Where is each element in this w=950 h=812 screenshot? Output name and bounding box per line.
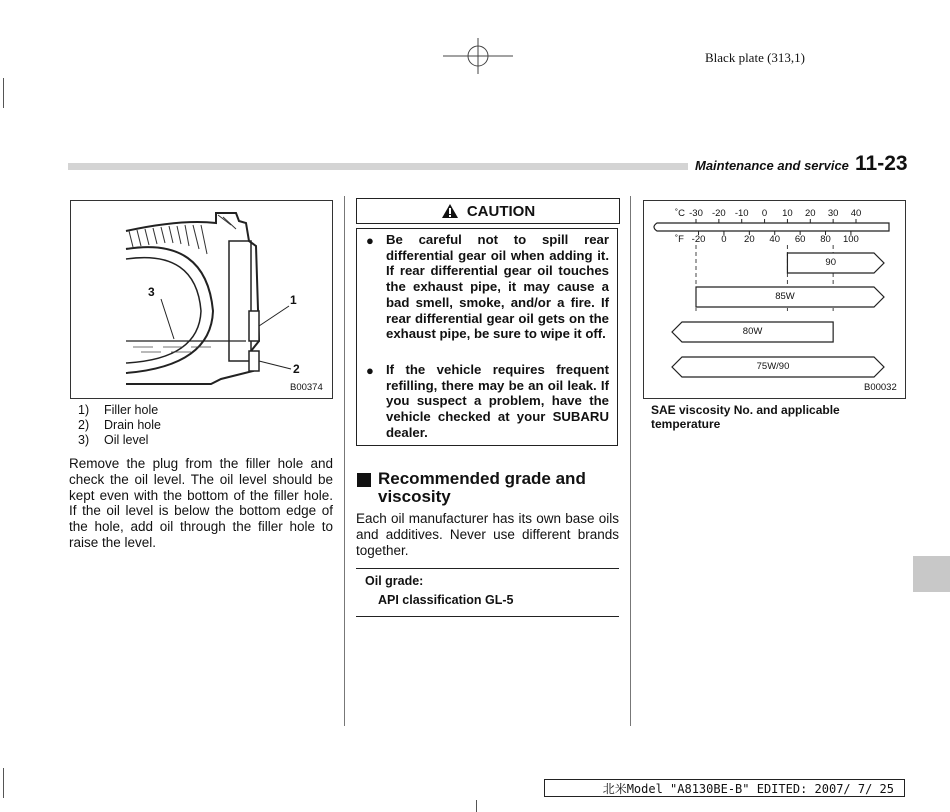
crop-mark-bottom-center [476,800,477,812]
caution-item-1: Be careful not to spill rear differential gear oil when adding it. If rear differential gear oil touches the exhaust pipe, it may cause a bad smell, smoke, and/or a fire. If rear differential gear oil gets on the exhaust pipe, be sure to wipe it off. [386,232,609,342]
legend-num: 3) [78,433,90,447]
celsius-tick-label: -30 [689,208,703,219]
section-heading-line2: viscosity [378,487,451,506]
legend-num: 2) [78,418,90,432]
fahrenheit-tick-label: 100 [842,234,859,245]
viscosity-chart [643,200,906,399]
celsius-tick-label: -10 [734,208,749,219]
celsius-tick-label: 10 [782,208,793,219]
celsius-tick-label: 0 [761,208,768,219]
grade-label: 80W [742,326,763,337]
legend-item [78,433,161,448]
callout-2: 2 [293,362,300,376]
legend-label: Drain hole [104,418,161,432]
warning-icon [441,203,459,219]
figure-legend [78,403,161,448]
section-text: Each oil manufacturer has its own base oils and additives. Never use different brands together. [356,511,619,558]
divider [356,568,619,569]
section-title: Maintenance and service [695,158,849,173]
oil-level-instructions: Remove the plug from the filler hole and check the oil level. The oil level should be kept even with the bottom of the filler hole. If the oil level is below the bottom edge of the hole, add oil through the filler hole to raise the level. [69,456,333,550]
footer-info [544,779,905,797]
callout-1: 1 [290,293,297,307]
grade-label: 75W/90 [756,361,790,372]
caution-item-2: If the vehicle requires frequent refilling, there may be an oil leak. If you suspect a problem, have the vehicle checked at your SUBARU dealer. [386,362,609,440]
celsius-tick-label: -20 [711,208,726,219]
celsius-tick-label: 20 [804,208,816,219]
header-bar [68,163,688,170]
crop-mark-left-top [3,78,4,108]
section-heading [378,470,586,506]
fahrenheit-tick-label: 40 [769,234,780,245]
differential-figure [70,200,333,399]
fahrenheit-tick-label: 20 [744,234,755,245]
oil-grade-value: API classification GL-5 [378,593,514,607]
registration-mark-top [443,38,513,74]
celsius-tick-label: 30 [827,208,839,219]
plate-label: Black plate (313,1) [705,50,805,65]
fahrenheit-tick-label: 0 [721,234,727,245]
footer-text: 北米Model "A8130BE-B" EDITED: 2007/ 7/ 25 [602,781,894,796]
fahrenheit-tick-label: -20 [691,234,706,245]
bullet-icon: ● [366,363,374,378]
legend-label: Filler hole [104,403,159,417]
chart-code: B00032 [864,382,897,393]
celsius-unit: ˚C [675,208,686,219]
fahrenheit-tick-label: 60 [794,234,806,245]
column-divider-1 [344,196,345,726]
legend-item [78,403,161,418]
caution-title: CAUTION [466,202,536,220]
section-heading-line1: Recommended grade and [378,469,586,488]
divider [356,616,619,617]
column-divider-2 [630,196,631,726]
callout-3: 3 [148,285,155,299]
caution-header [356,198,620,224]
grade-label: 90 [825,257,836,268]
section-marker-icon [357,473,371,487]
grade-label: 85W [775,291,795,302]
celsius-tick-label: 40 [850,208,862,219]
legend-num: 1) [78,403,90,417]
bullet-icon: ● [366,233,374,248]
fahrenheit-unit: ˚F [675,234,684,245]
crop-mark-left-bottom [3,768,4,798]
page-number: 11-23 [855,152,908,175]
legend-label: Oil level [104,433,149,447]
chart-caption: SAE viscosity No. and applicable temperature [651,403,840,431]
oil-grade-label: Oil grade: [365,574,424,588]
fahrenheit-tick-label: 80 [820,234,831,245]
legend-item [78,418,161,433]
figure-code: B00374 [290,382,323,393]
chapter-tab [913,556,950,592]
